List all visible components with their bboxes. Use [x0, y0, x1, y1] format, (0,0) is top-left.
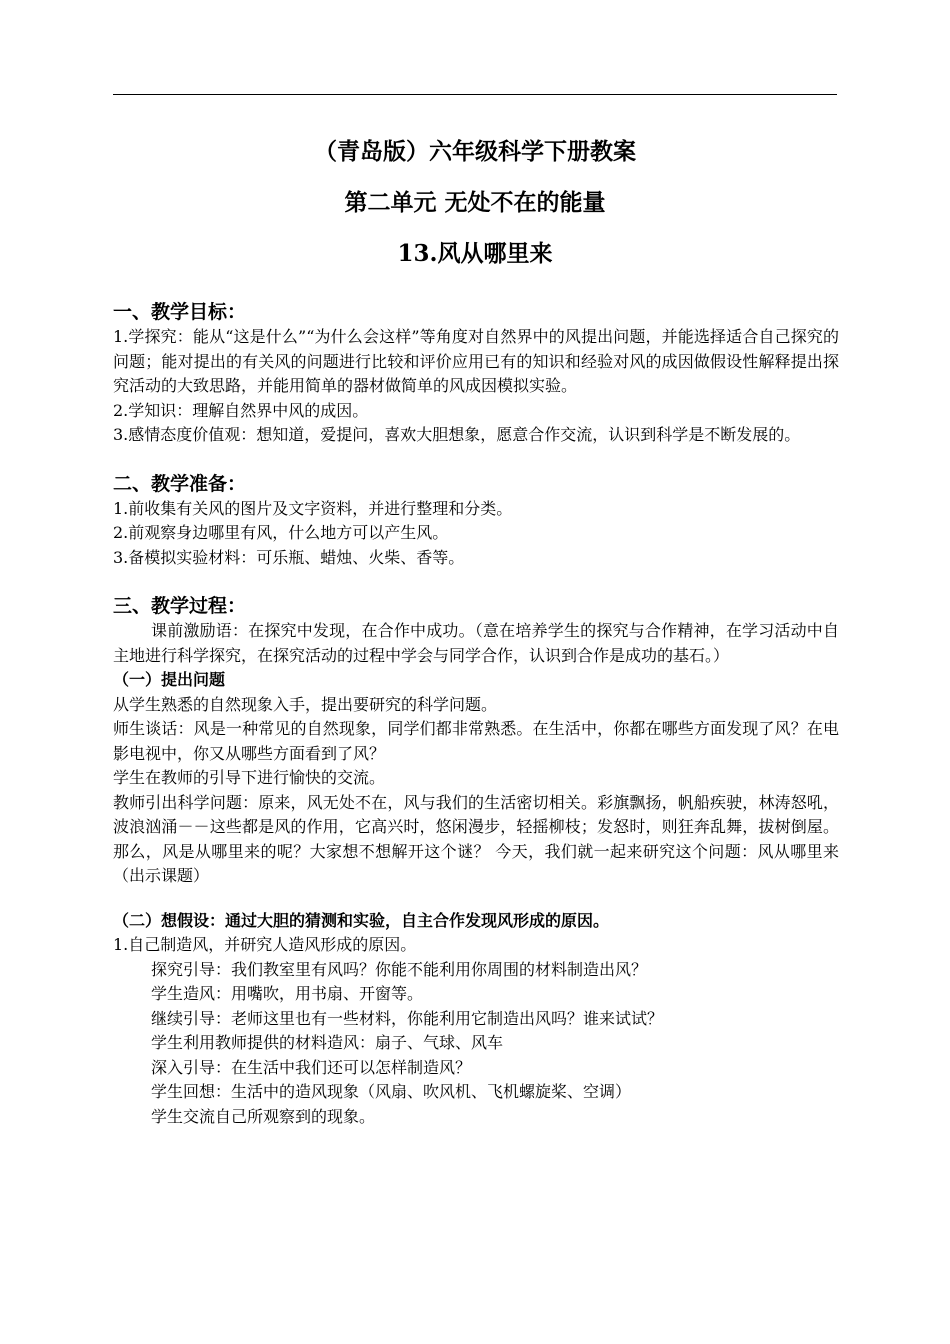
part2-title: （二）想假设：通过大胆的猜测和实验，自主合作发现风形成的原因。	[113, 910, 610, 930]
objective-item: 1.学探究：能从“这是什么”“为什么会这样”等角度对自然界中的风提出问题，并能选择适合自己探究的问题；能对提出的有关风的问题进行比较和评价应用已有的知识和经验对风的成因做假设性解释提出探究活动的大致思路，并能用简单的器材做简单的风成因模拟实验。	[113, 327, 839, 395]
part2-line: 探究引导：我们教室里有风吗？你能不能利用你周围的材料制造出风？	[151, 959, 648, 979]
preparation-item: 3.备模拟实验材料：可乐瓶、蜡烛、火柴、香等。	[113, 547, 465, 567]
process-heading: 三、教学过程：	[113, 595, 247, 617]
part2-line: 学生交流自己所观察到的现象。	[151, 1106, 376, 1126]
part2-line: 学生利用教师提供的材料造风：扇子、气球、风车	[151, 1033, 504, 1052]
objective-item: 2.学知识：理解自然界中风的成因。	[113, 400, 369, 420]
part1-paragraph: 学生在教师的引导下进行愉快的交流。	[113, 768, 386, 787]
part2-step: 1.自己制造风，并研究人造风形成的原因。	[113, 935, 417, 954]
part2-line: 继续引导：老师这里也有一些材料，你能利用它制造出风吗？谁来试试？	[151, 1008, 664, 1028]
spacer	[113, 448, 839, 472]
part2-line: 深入引导：在生活中我们还可以怎样制造风？	[151, 1057, 472, 1077]
header-rule	[113, 94, 837, 95]
part1-paragraph: 教师引出科学问题：原来，风无处不在，风与我们的生活密切相关。彩旗飘扬，帆船疾驶，林涛怒吼，波浪汹涌－－这些都是风的作用，它高兴时，悠闲漫步，轻摇柳枝；发怒时，则狂奔乱舞，拔树倒屋。那么，风是从哪里来的呢？大家想不想解开这个谜？ 今天，我们就一起来研究这个问题：风从哪里来（出示课题）	[113, 792, 839, 885]
preparation-item: 2.前观察身边哪里有风，什么地方可以产生风。	[113, 523, 449, 542]
spacer	[113, 889, 839, 909]
document-title: （青岛版）六年级科学下册教案	[314, 138, 636, 165]
preparation-item: 1.前收集有关风的图片及文字资料，并进行整理和分类。	[113, 498, 513, 518]
part1-paragraph: 从学生熟悉的自然现象入手，提出要研究的科学问题。	[113, 694, 498, 714]
spacer	[113, 570, 839, 594]
process-intro: 课前激励语：在探究中发现，在合作中成功。（意在培养学生的探究与合作精神，在学习活动中自主地进行科学探究，在探究活动的过程中学会与同学合作，认识到合作是成功的基石。）	[113, 621, 839, 665]
objective-item: 3.感情态度价值观：想知道，爱提问，喜欢大胆想象，愿意合作交流，认识到科学是不断发展的。	[113, 425, 801, 444]
objectives-heading: 一、教学目标：	[113, 301, 247, 323]
part2-line: 学生造风：用嘴吹，用书扇、开窗等。	[151, 984, 424, 1003]
preparation-heading: 二、教学准备：	[113, 472, 247, 495]
part1-title: （一）提出问题	[113, 670, 226, 689]
unit-title: 第二单元 无处不在的能量	[344, 189, 606, 216]
document-body	[113, 300, 839, 1129]
part2-line: 学生回想：生活中的造风现象（风扇、吹风机、飞机螺旋桨、空调）	[151, 1082, 632, 1101]
part1-paragraph: 师生谈话：风是一种常见的自然现象，同学们都非常熟悉。在生活中，你都在哪些方面发现了风？在电影电视中，你又从哪些方面看到了风？	[113, 719, 839, 763]
lesson-title: 13.风从哪里来	[397, 240, 553, 267]
